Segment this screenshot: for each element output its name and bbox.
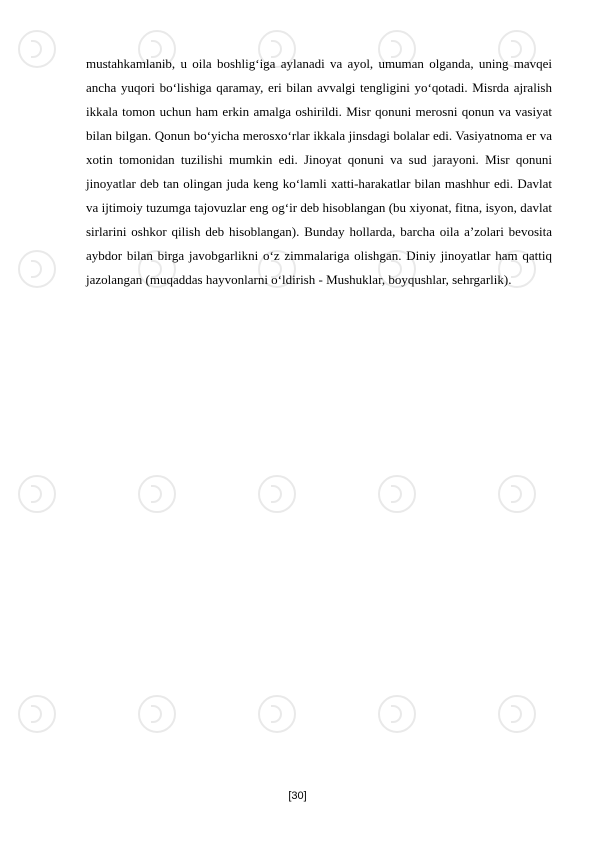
watermark-logo-icon: [18, 250, 56, 288]
document-page-content: [86, 52, 552, 292]
page-number: [30]: [288, 790, 307, 802]
watermark-logo-icon: [378, 695, 416, 733]
watermark-logo-icon: [18, 475, 56, 513]
watermark-logo-icon: [498, 475, 536, 513]
watermark-logo-icon: [138, 475, 176, 513]
watermark-logo-icon: [258, 695, 296, 733]
watermark-logo-icon: [18, 30, 56, 68]
watermark-logo-icon: [18, 695, 56, 733]
watermark-logo-icon: [258, 475, 296, 513]
body-paragraph: mustahkamlanib, u oila boshligʻiga aylanadi va ayol, umuman olganda, uning mavqei ancha yuqori boʻlishiga qaramay, eri bilan avvalgi tengligini yoʻqotadi. Misrda ajralish ikkala tomon uchun ham erkin amalga oshirildi. Misr qonuni merosni qonun va vasiyat bilan bilgan. Qonun boʻyicha merosxoʻrlar ikkala jinsdagi bolalar edi. Vasiyatnoma er va xotin tomonidan tuzilishi mumkin edi. Jinoyat qonuni va sud jarayoni. Misr qonuni jinoyatlar deb tan olingan juda keng koʻlamli xatti-harakatlar bilan mashhur edi. Davlat va ijtimoiy tuzumga tajovuzlar eng ogʻir deb hisoblangan (bu xiyonat, fitna, isyon, davlat sirlarini oshkor qilish deb hisoblangan). Bunday hollarda, barcha oila aʼzolari bevosita aybdor bilan birga javobgarlikni oʻz zimmalariga olishgan. Diniy jinoyatlar ham qattiq jazolangan (muqaddas hayvonlarni oʻldirish - Mushuklar, boyqushlar, sehrgarlik).: [86, 56, 552, 287]
watermark-logo-icon: [378, 475, 416, 513]
watermark-logo-icon: [138, 695, 176, 733]
watermark-logo-icon: [498, 695, 536, 733]
